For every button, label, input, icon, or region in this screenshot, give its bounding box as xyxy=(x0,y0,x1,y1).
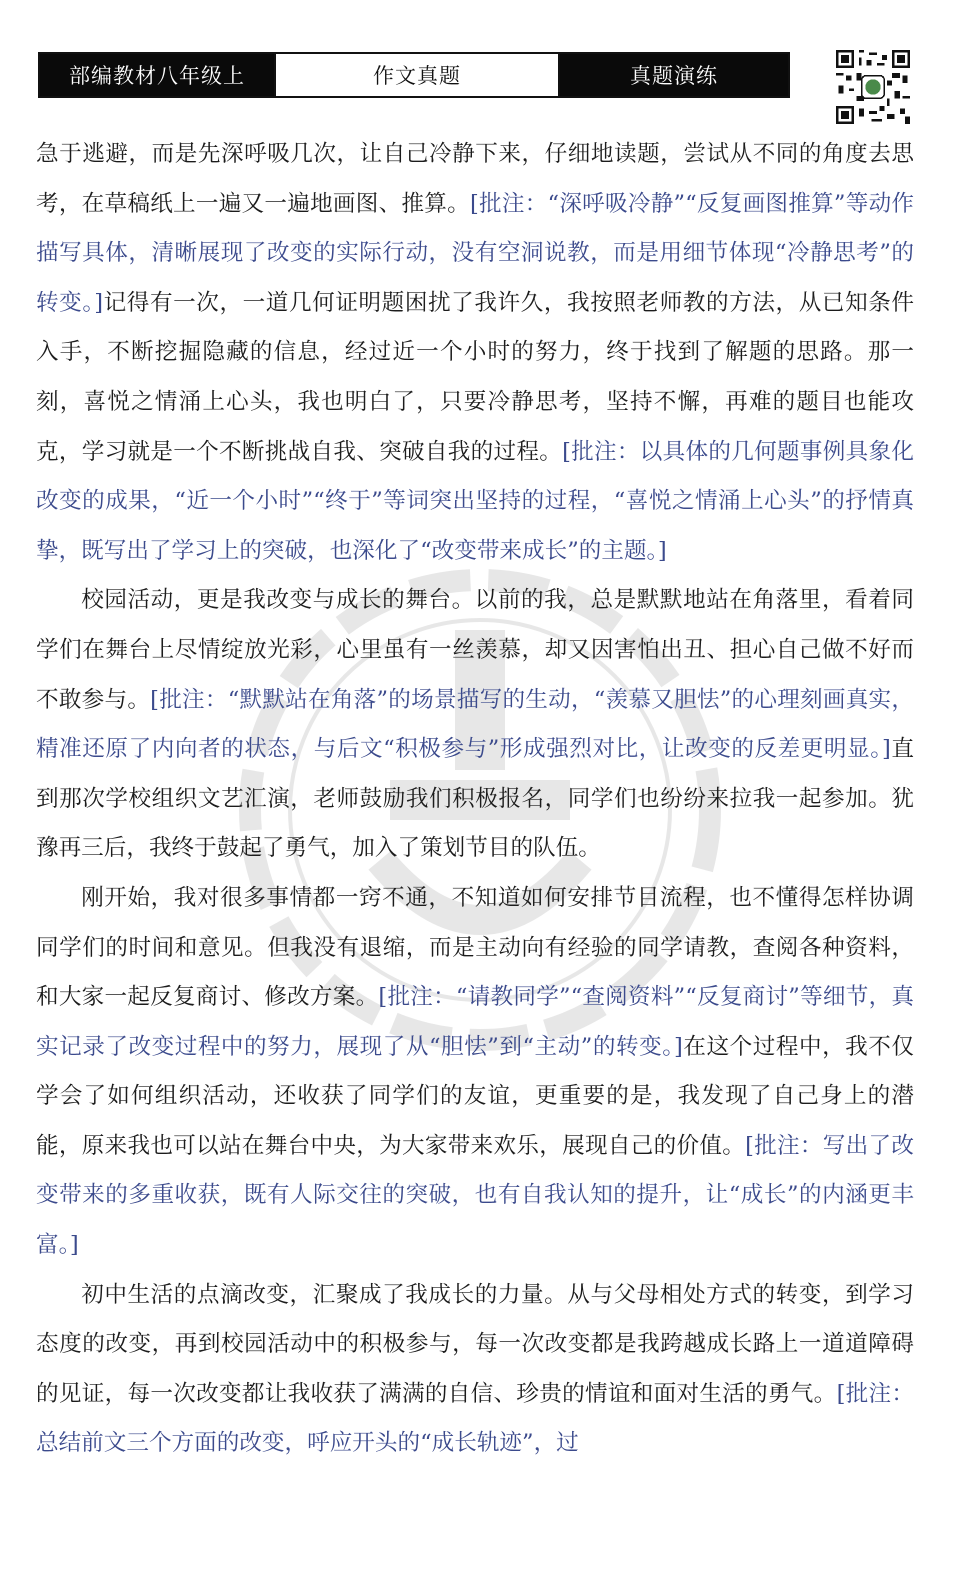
annotation-note: [批注：以具体的几何题事例具象化改变的成果，“近一个小时”“终于”等词突出坚持的过程，“喜悦之情涌上心头”的抒情真挚，既写出了学习上的突破，也深化了“改变带来成长”的主题。] xyxy=(36,438,914,564)
annotation-note: [批注：“默默站在角落”的场景描写的生动，“羡慕又胆怯”的心理刻画真实，精准还原了内向者的状态，与后文“积极参与”形成强烈对比，让改变的反差更明显。] xyxy=(36,686,914,763)
qr-code-icon xyxy=(836,50,910,124)
essay-text: 急于逃避，而是先深呼吸几次，让自己冷静下来，仔细地读题，尝试从不同的角度去思考，在草稿纸上一遍又一遍地画图、推算。 xyxy=(36,141,914,217)
essay-paragraph xyxy=(36,874,914,1271)
essay-paragraph xyxy=(36,576,914,874)
essay-body xyxy=(36,130,914,1469)
essay-text: 记得有一次，一道几何证明题困扰了我许久，我按照老师教的方法，从已知条件入手，不断挖掘隐藏的信息，经过近一个小时的努力，终于找到了解题的思路。那一刻，喜悦之情涌上心头，我也明白了，只要冷静思考，坚持不懈，再难的题目也能攻克，学习就是一个不断挑战自我、突破自我的过程。 xyxy=(36,289,915,465)
header-tab-textbook: 部编教材八年级上 xyxy=(40,54,274,96)
annotation-note: [批注：总结前文三个方面的改变，呼应开头的“成长轨迹”，过 xyxy=(36,1380,914,1457)
header-bar xyxy=(38,52,790,98)
essay-text: 直到那次学校组织文艺汇演，老师鼓励我们积极报名，同学们也纷纷来拉我一起参加。犹豫再三后，我终于鼓起了勇气，加入了策划节目的队伍。 xyxy=(36,736,915,862)
header-tab-essay: 作文真题 xyxy=(274,54,560,96)
essay-text: 在这个过程中，我不仅学会了如何组织活动，还收获了同学们的友谊，更重要的是，我发现了自己身上的潜能，原来我也可以站在舞台中央，为大家带来欢乐，展现自己的价值。 xyxy=(36,1033,915,1159)
essay-paragraph xyxy=(36,130,914,576)
annotation-note: [批注：“深呼吸冷静”“反复画图推算”等动作描写具体，清晰展现了改变的实际行动，没有空洞说教，而是用细节体现“冷静思考”的转变。] xyxy=(36,190,914,316)
annotation-note: [批注：写出了改变带来的多重收获，既有人际交往的突破，也有自我认知的提升，让“成长”的内涵更丰富。] xyxy=(36,1132,914,1259)
essay-paragraph xyxy=(36,1271,914,1469)
header-tab-practice: 真题演练 xyxy=(560,54,788,96)
essay-text: 校园活动，更是我改变与成长的舞台。以前的我，总是默默地站在角落里，看着同学们在舞台上尽情绽放光彩，心里虽有一丝羡慕，却又因害怕出丑、担心自己做不好而不敢参与。 xyxy=(36,587,914,713)
essay-text: 刚开始，我对很多事情都一窍不通，不知道如何安排节目流程，也不懂得怎样协调同学们的时间和意见。但我没有退缩，而是主动向有经验的同学请教，查阅各种资料，和大家一起反复商讨、修改方案。 xyxy=(36,884,914,1011)
essay-text: 初中生活的点滴改变，汇聚成了我成长的力量。从与父母相处方式的转变，到学习态度的改变，再到校园活动中的积极参与，每一次改变都是我跨越成长路上一道道障碍的见证，每一次改变都让我收获了满满的自信、珍贵的情谊和面对生活的勇气。 xyxy=(36,1281,914,1407)
annotation-note: [批注：“请教同学”“查阅资料”“反复商讨”等细节，真实记录了改变过程中的努力，展现了从“胆怯”到“主动”的转变。] xyxy=(36,984,914,1060)
